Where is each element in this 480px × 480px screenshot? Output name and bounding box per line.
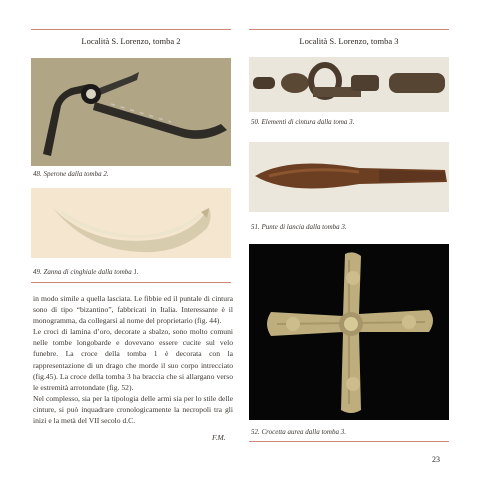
photo-gold-cross — [249, 244, 449, 420]
top-rule-right — [249, 29, 449, 30]
caption-fig48: 48. Sperone dalla tomba 2. — [33, 170, 109, 178]
photo-boar-tusk — [31, 188, 231, 258]
page-number: 23 — [432, 455, 440, 464]
top-rule-left — [31, 29, 231, 30]
body-paragraph-3: Nel complesso, sia per la tipologia delle armi sia per lo stile delle cinture, si può inquadrare cronologicamente la necropoli tra gli inizi e la metà del VII secolo d.C. — [33, 393, 233, 426]
caption-fig51: 51. Punte di lancia dalla tomba 3. — [251, 223, 347, 231]
body-paragraph-2: Le croci di lamina d’oro, decorate a sbalzo, sono molto comuni nelle tombe longobarde e dovevano essere cucite sul velo funebre. La croce della tomba 1 è decorata con la rappresentazione di un drago che morde il suo corpo intrecciato (fig.45). La croce della tomba 3 ha braccia che si allargano verso le estremità arrotondate (fig. 52). — [33, 327, 233, 392]
header-right: Località S. Lorenzo, tomba 3 — [299, 36, 399, 46]
mid-rule-left — [31, 282, 231, 283]
caption-fig50: 50. Elementi di cintura dalla toma 3. — [251, 118, 355, 126]
photo-belt-elements — [249, 57, 449, 112]
body-paragraph-1: in modo simile a quella lasciata. Le fibbie ed il puntale di cintura sono di tipo “bizantino”, fabbricati in Italia. Interessante è il monogramma, da collegarsi al nome del proprietario (fig. 44). — [33, 294, 233, 326]
author-signature: F.M. — [212, 433, 226, 442]
caption-fig49: 49. Zanna di cinghiale dalla tomba 1. — [33, 268, 139, 276]
header-left: Località S. Lorenzo, tomba 2 — [81, 36, 181, 46]
caption-fig52: 52. Crocetta aurea dalla tomba 3. — [251, 428, 346, 436]
photo-spear-point — [249, 142, 449, 212]
bottom-rule-right — [249, 441, 449, 442]
photo-spur — [31, 58, 231, 166]
body-text — [33, 293, 233, 426]
